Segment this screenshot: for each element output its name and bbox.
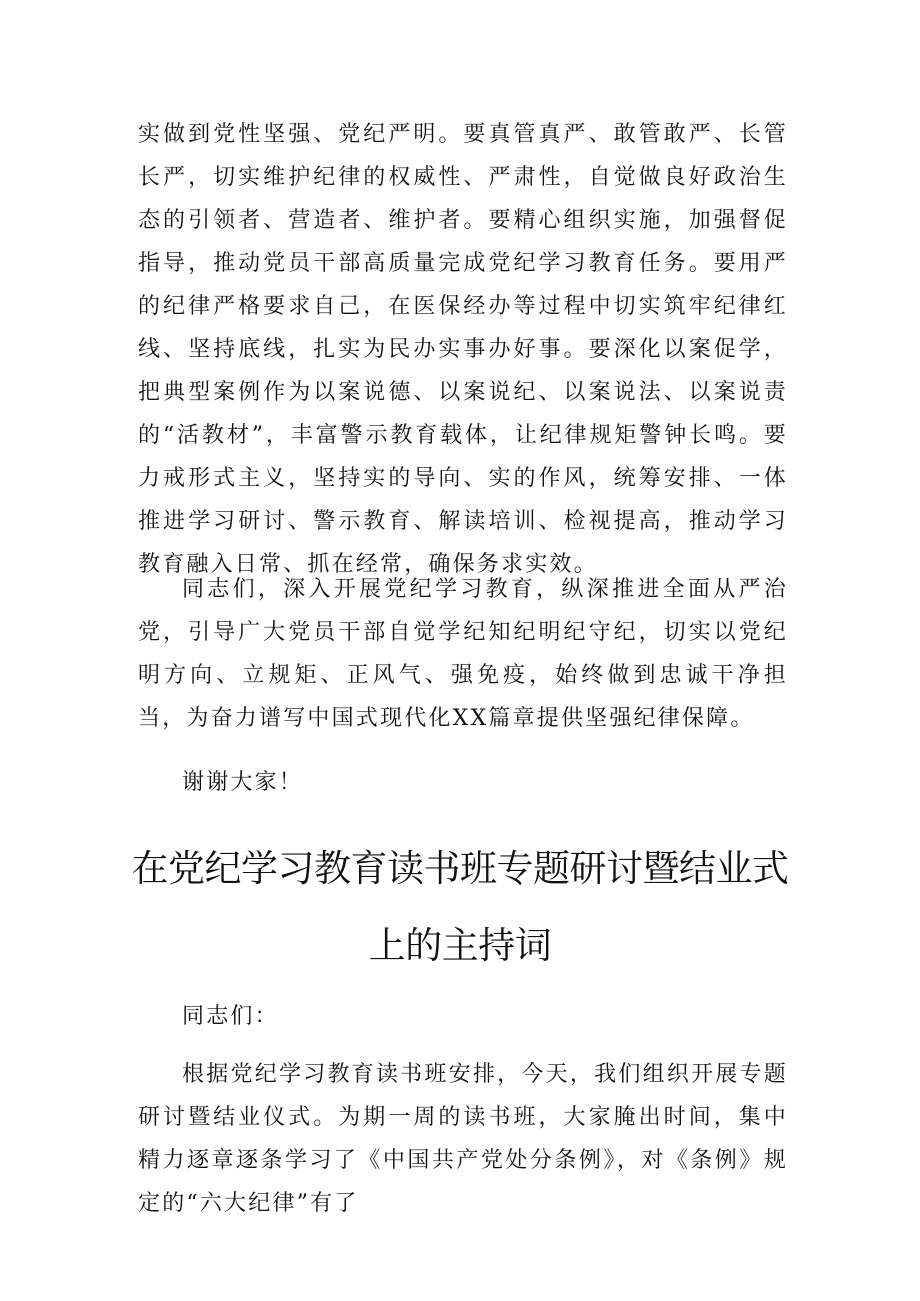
- body-paragraph: 根据党纪学习教育读书班安排，今天，我们组织开展专题研讨暨结业仪式。为期一周的读书班，大家腌出时间，集中精力逐章逐条学习了《中国共产党处分条例》，对《条例》规定的“六大纪律”有了: [138, 1062, 788, 1216]
- body-paragraph: 实做到党性坚强、党纪严明。要真管真严、敢管敢严、长管长严，切实维护纪律的权威性、严肃性，自觉做良好政治生态的引领者、营造者、维护者。要精心组织实施，加强督促指导，推动党员干部高质量完成党纪学习教育任务。要用严的纪律严格要求自己，在医保经办等过程中切实筑牢纪律红线、坚持底线，扎实为民办实事办好事。要深化以案促学，把典型案例作为以案说德、以案说纪、以案说法、以案说责的“活教材”，丰富警示教育载体，让纪律规矩警钟长鸣。要力戒形式主义，坚持实的导向、实的作风，统筹安排、一体推进学习研讨、警示教育、解读培训、检视提高，推动学习教育融入日常、抓在经常，确保务求实效。: [138, 122, 788, 577]
- closing-line: 谢谢大家！: [182, 770, 304, 795]
- section-title-line-1: 在党纪学习教育读书班专题研讨暨结业式: [131, 847, 789, 890]
- body-paragraph: 同志们，深入开展党纪学习教育，纵深推进全面从严治党，引导广大党员干部自觉学纪知纪明纪守纪，切实以党纪明方向、立规矩、正风气、强免疫，始终做到忠诚干净担当，为奋力谱写中国式现代化XX篇章提供坚强纪律保障。: [138, 577, 788, 731]
- section-title-line-2: 上的主持词: [368, 924, 552, 967]
- salutation: 同志们：: [182, 1004, 279, 1029]
